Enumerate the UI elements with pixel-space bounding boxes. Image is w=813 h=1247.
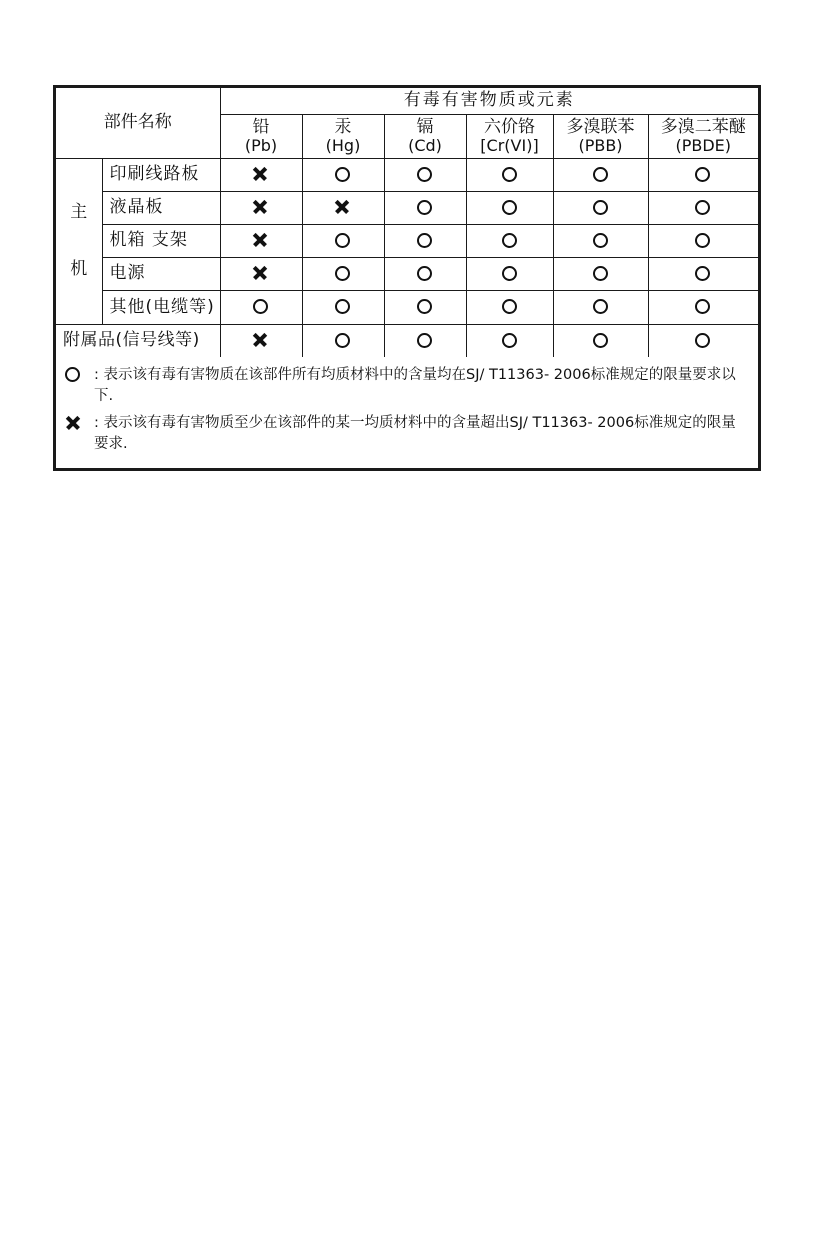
mark-cell: [648, 191, 758, 224]
circle-icon: [591, 198, 611, 218]
mark-cell: [302, 191, 384, 224]
substance-name: 铅: [252, 116, 270, 137]
mark-cell: [384, 224, 466, 257]
table-row: [56, 324, 758, 357]
group-label-line1: 主: [70, 202, 88, 223]
substance-header: [553, 114, 648, 158]
circle-icon: [64, 366, 84, 386]
cross-icon: [251, 165, 271, 185]
part-label: 电源: [102, 257, 220, 290]
substance-name: 多溴二苯醚: [660, 116, 746, 137]
mark-cell: [384, 324, 466, 357]
circle-icon: [693, 297, 713, 317]
cross-icon: [251, 198, 271, 218]
circle-icon: [693, 331, 713, 351]
mark-cell: [648, 290, 758, 324]
hazardous-substances-table: [56, 88, 758, 357]
substance-name: 多溴联苯: [566, 116, 635, 137]
mark-cell: [553, 257, 648, 290]
circle-icon: [693, 264, 713, 284]
substance-header: [648, 114, 758, 158]
mark-cell: [220, 158, 302, 191]
circle-note-text: : 表示该有毒有害物质在该部件所有均质材料中的含量均在SJ/ T11363- 2006标准规定的限量要求以下.: [94, 367, 736, 404]
circle-icon: [500, 198, 520, 218]
mark-cell: [466, 191, 553, 224]
substance-symbol: (Pb): [244, 135, 278, 155]
mark-cell: [466, 158, 553, 191]
circle-icon: [251, 297, 271, 317]
substance-header: [384, 114, 466, 158]
cross-icon: [251, 231, 271, 251]
mark-cell: [384, 290, 466, 324]
substance-header: [302, 114, 384, 158]
circle-icon: [333, 165, 353, 185]
substance-name: 镉: [416, 116, 434, 137]
group-label-line2: 机: [70, 259, 88, 279]
mark-cell: [648, 224, 758, 257]
mark-cell: [384, 158, 466, 191]
hazard-header: 有毒有害物质或元素: [220, 88, 758, 114]
hazardous-substances-table-frame: [53, 85, 761, 471]
cross-note-text: : 表示该有毒有害物质至少在该部件的某一均质材料中的含量超出SJ/ T11363- 2006标准规定的限量要求.: [94, 415, 736, 452]
circle-icon: [500, 231, 520, 251]
circle-icon: [693, 231, 713, 251]
cross-note: [64, 413, 750, 455]
substance-header: [220, 114, 302, 158]
substance-name: 六价铬: [484, 116, 535, 137]
circle-icon: [591, 331, 611, 351]
mark-cell: [220, 224, 302, 257]
mark-cell: [466, 324, 553, 357]
circle-icon: [415, 198, 435, 218]
header-row-title: [56, 88, 758, 114]
legend-notes: [56, 357, 758, 455]
circle-icon: [415, 264, 435, 284]
circle-icon: [500, 165, 520, 185]
mark-cell: [302, 290, 384, 324]
circle-icon: [333, 331, 353, 351]
circle-note: [64, 365, 750, 407]
circle-icon: [500, 264, 520, 284]
part-label: 印刷线路板: [102, 158, 220, 191]
mark-cell: [648, 257, 758, 290]
circle-icon: [333, 297, 353, 317]
substance-symbol: (PBDE): [675, 135, 732, 155]
part-label: 其他(电缆等): [102, 290, 220, 324]
mark-cell: [384, 191, 466, 224]
circle-icon: [500, 331, 520, 351]
substance-symbol: (Cd): [408, 135, 442, 155]
mark-cell: [553, 224, 648, 257]
mark-cell: [302, 158, 384, 191]
mark-cell: [466, 224, 553, 257]
substance-name: 汞: [334, 116, 352, 137]
mark-cell: [220, 257, 302, 290]
mark-cell: [648, 324, 758, 357]
mark-cell: [384, 257, 466, 290]
mark-cell: [302, 257, 384, 290]
circle-icon: [591, 264, 611, 284]
mark-cell: [466, 257, 553, 290]
mark-cell: [302, 224, 384, 257]
table-row: [56, 290, 758, 324]
mark-cell: [466, 290, 553, 324]
circle-icon: [333, 264, 353, 284]
mark-cell: [553, 324, 648, 357]
circle-icon: [591, 165, 611, 185]
substance-header: [466, 114, 553, 158]
cross-icon: [251, 331, 271, 351]
table-row: [56, 257, 758, 290]
substance-symbol: (Hg): [325, 135, 361, 155]
circle-icon: [500, 297, 520, 317]
table-row: [56, 224, 758, 257]
circle-icon: [693, 165, 713, 185]
part-name-header: 部件名称: [56, 88, 220, 158]
mark-cell: [220, 290, 302, 324]
mark-cell: [553, 158, 648, 191]
table-row: [56, 191, 758, 224]
substance-symbol: [Cr(VI)]: [480, 135, 539, 155]
circle-icon: [415, 165, 435, 185]
part-label: 机箱 支架: [102, 224, 220, 257]
mark-cell: [553, 191, 648, 224]
circle-icon: [415, 297, 435, 317]
circle-icon: [415, 331, 435, 351]
part-label: 液晶板: [102, 191, 220, 224]
circle-icon: [591, 231, 611, 251]
cross-icon: [333, 198, 353, 218]
group-main-unit: [56, 158, 102, 324]
circle-icon: [333, 231, 353, 251]
mark-cell: [553, 290, 648, 324]
mark-cell: [220, 191, 302, 224]
mark-cell: [648, 158, 758, 191]
circle-icon: [415, 231, 435, 251]
part-label: 附属品(信号线等): [56, 324, 220, 357]
circle-icon: [693, 198, 713, 218]
cross-icon: [251, 264, 271, 284]
mark-cell: [302, 324, 384, 357]
substance-symbol: (PBB): [578, 135, 623, 155]
circle-icon: [591, 297, 611, 317]
table-row: [56, 158, 758, 191]
mark-cell: [220, 324, 302, 357]
cross-icon: [64, 414, 84, 434]
